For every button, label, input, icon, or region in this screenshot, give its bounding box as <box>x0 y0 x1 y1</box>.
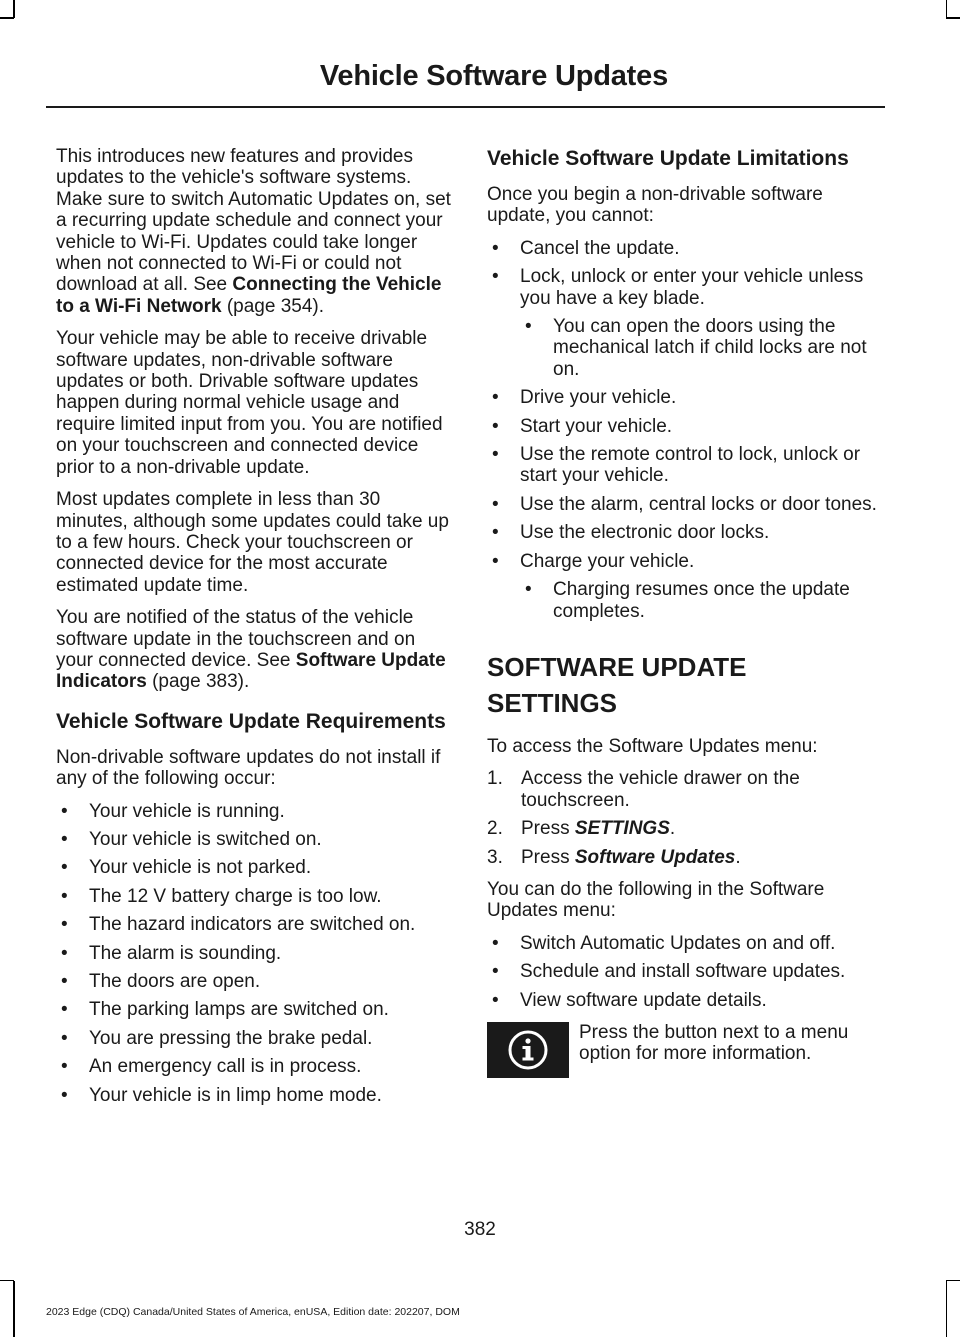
intro-paragraph: This introduces new features and provides updates to the vehicle's software systems. Make sure to switch Automatic Updates on, set a recurring update schedule and connect your vehicle to Wi-Fi. Updates could take longer when not connected to Wi-Fi or could not download at all. See Connecting the Vehicle to a Wi-Fi Network (page 354). <box>56 146 451 317</box>
requirements-list <box>56 801 454 1106</box>
footer-text: 2023 Edge (CDQ) Canada/United States of America, enUSA, Edition date: 202207, DOM <box>46 1306 460 1318</box>
list-item: • Your vehicle is switched on. <box>56 829 454 850</box>
page-header-title: Vehicle Software Updates <box>319 60 668 92</box>
list-item: • Drive your vehicle. <box>487 387 889 408</box>
list-item: • An emergency call is in process. <box>56 1056 454 1077</box>
requirements-intro: Non-drivable software updates do not install if any of the following occur: <box>56 746 441 790</box>
limitations-heading: Vehicle Software Update Limitations <box>487 147 849 170</box>
requirements-heading: Vehicle Software Update Requirements <box>56 709 446 733</box>
step-item: 2. Press SETTINGS. <box>487 818 676 840</box>
list-item: • Cancel the update. <box>487 238 889 259</box>
sub-list-item: • You can open the doors using the mechanical latch if child locks are not on. <box>520 316 889 380</box>
limitations-intro: Once you begin a non-drivable software update, you cannot: <box>487 184 823 227</box>
steps-list <box>487 768 889 868</box>
step-item: 3. Press Software Updates. <box>487 846 741 868</box>
settings-heading: SOFTWARE UPDATE SETTINGS <box>487 651 747 718</box>
list-item: • Use the remote control to lock, unlock or start your vehicle. <box>487 444 889 487</box>
limitations-list <box>487 238 889 622</box>
left-column <box>56 146 454 1117</box>
drivable-paragraph: Your vehicle may be able to receive drivable software updates, non-drivable software updates or both. Drivable software updates happen during normal vehicle usage and require limited input from you. You are notified on your touchscreen and connected device prior to a non-drivable update. <box>56 328 443 478</box>
crop-mark <box>946 0 948 18</box>
menu-list <box>487 933 889 1011</box>
step-item: 1. Access the vehicle drawer on the touchscreen. <box>487 768 800 811</box>
menu-intro: You can do the following in the Software Updates menu: <box>487 878 825 922</box>
info-icon <box>487 1022 569 1078</box>
list-item: • Use the alarm, central locks or door tones. <box>487 494 889 515</box>
right-column <box>487 146 889 1078</box>
crop-mark <box>946 1280 960 1282</box>
list-item: • Start your vehicle. <box>487 416 889 437</box>
list-item: • View software update details. <box>487 990 889 1011</box>
list-item: • Use the electronic door locks. <box>487 522 889 543</box>
list-item: • The 12 V battery charge is too low. <box>56 886 454 907</box>
sub-list <box>520 316 889 380</box>
info-note <box>487 1022 889 1078</box>
crop-mark <box>13 0 15 18</box>
crop-mark <box>13 1281 15 1337</box>
sub-list <box>520 579 889 622</box>
list-item: • You are pressing the brake pedal. <box>56 1028 454 1049</box>
wifi-link[interactable]: Connecting the Vehicle to a Wi-Fi Network <box>56 274 442 317</box>
sub-list-item: • Charging resumes once the update completes. <box>520 579 889 622</box>
list-item: • Schedule and install software updates. <box>487 961 889 982</box>
list-item: • Your vehicle is running. <box>56 801 454 822</box>
list-item: • Switch Automatic Updates on and off. <box>487 933 889 954</box>
crop-mark <box>0 1280 14 1282</box>
crop-mark <box>0 17 14 19</box>
settings-intro: To access the Software Updates menu: <box>487 735 818 757</box>
list-item: • Your vehicle is not parked. <box>56 857 454 878</box>
indicators-link[interactable]: Software Update Indicators <box>56 649 446 693</box>
crop-mark <box>946 1281 948 1337</box>
status-paragraph: You are notified of the status of the vehicle software update in the touchscreen and on your connected device. See Software Update Indicators (page 383). <box>56 607 446 693</box>
list-item: • The alarm is sounding. <box>56 943 454 964</box>
duration-paragraph: Most updates complete in less than 30 minutes, although some updates could take up to a few hours. Check your touchscreen or connected device for the most accurate estimated update time. <box>56 489 449 596</box>
list-item: • Your vehicle is in limp home mode. <box>56 1085 454 1106</box>
list-item: • The parking lamps are switched on. <box>56 999 454 1020</box>
list-item: • The doors are open. <box>56 971 454 992</box>
list-item: • Lock, unlock or enter your vehicle unless you have a key blade. • You can open the doors using the mechanical latch if child locks are not on. <box>487 266 889 380</box>
note-text: Press the button next to a menu option for more information. <box>579 1021 849 1065</box>
page-number: 382 <box>464 1219 496 1240</box>
list-item: • Charge your vehicle. • Charging resumes once the update completes. <box>487 551 889 622</box>
crop-mark <box>946 17 960 19</box>
header-rule <box>46 106 885 108</box>
list-item: • The hazard indicators are switched on. <box>56 914 454 935</box>
